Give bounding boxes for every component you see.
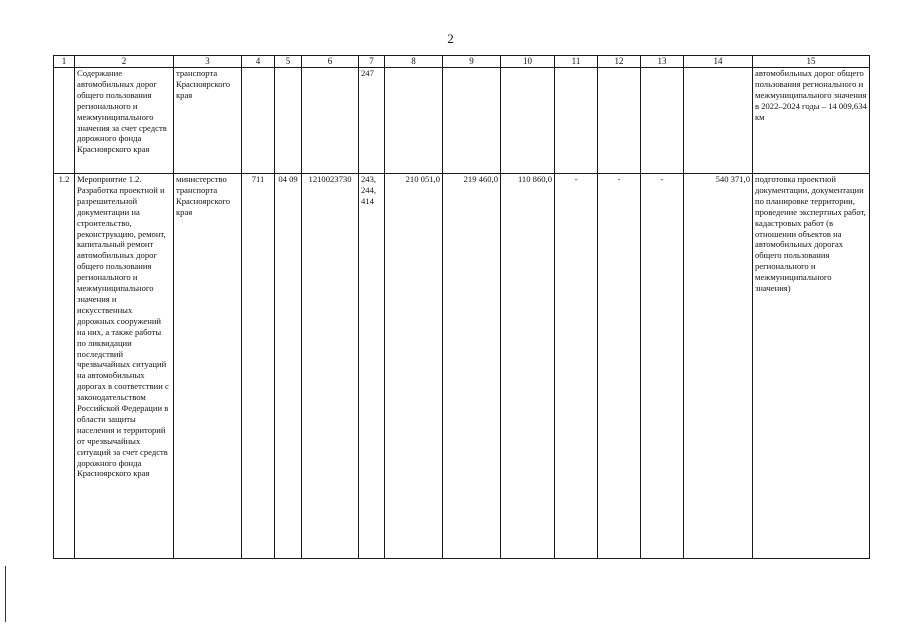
table-cell bbox=[555, 68, 598, 174]
row-number-cell: 1.2 bbox=[54, 174, 75, 559]
column-header: 8 bbox=[385, 56, 443, 68]
column-header: 3 bbox=[174, 56, 242, 68]
table-cell: 219 460,0 bbox=[443, 174, 501, 559]
page-number: 2 bbox=[447, 31, 454, 46]
table-cell bbox=[641, 68, 684, 174]
measure-description-cell: Содержание автомобильных дорог общего пользования регионального и межмуниципального значения за счет средств дорожного фонда Красноярского края bbox=[75, 68, 174, 174]
result-cell: автомобильных дорог общего пользования регионального и межмуниципального значения в 2022–2024 годы – 14 009,634 км bbox=[753, 68, 870, 174]
table-cell: 540 371,0 bbox=[684, 174, 753, 559]
table-cell: - bbox=[641, 174, 684, 559]
column-header: 15 bbox=[753, 56, 870, 68]
column-header: 7 bbox=[359, 56, 385, 68]
table-cell: 110 860,0 bbox=[501, 174, 555, 559]
table-cell bbox=[501, 68, 555, 174]
column-header: 14 bbox=[684, 56, 753, 68]
table-cell: 243, 244, 414 bbox=[359, 174, 385, 559]
column-header: 9 bbox=[443, 56, 501, 68]
table-cell bbox=[684, 68, 753, 174]
table-cell: 210 051,0 bbox=[385, 174, 443, 559]
column-header: 6 bbox=[302, 56, 359, 68]
column-header: 4 bbox=[242, 56, 275, 68]
table-cell bbox=[385, 68, 443, 174]
column-number-row bbox=[54, 56, 870, 68]
table-cell: 1210023730 bbox=[302, 174, 359, 559]
column-header: 11 bbox=[555, 56, 598, 68]
table-cell: 711 bbox=[242, 174, 275, 559]
scan-margin-line bbox=[5, 566, 6, 622]
table-cell: 247 bbox=[359, 68, 385, 174]
table-cell bbox=[275, 68, 302, 174]
result-cell: подготовка проектной документации, документации по планировке территории, проведение экспертных работ, кадастровых работ (в отношении объектов на автомобильных дорогах общего пользования регионального и межмуниципального значения) bbox=[753, 174, 870, 559]
table-cell: - bbox=[598, 174, 641, 559]
measure-description-cell: Мероприятие 1.2. Разработка проектной и разрешительной документации на строительство, реконструкцию, ремонт, капитальный ремонт автомобильных дорог общего пользования регионального и межмуниципального значения и искусственных дорожных сооружений на них, а также работы по ликвидации последствий чрезвычайных ситуаций на автомобильных дорогах в соответствии с законодательством Российской Федерации в области защиты населения и территорий от чрезвычайных ситуаций за счет средств дорожного фонда Красноярского края bbox=[75, 174, 174, 559]
table-row bbox=[54, 68, 870, 174]
column-header: 10 bbox=[501, 56, 555, 68]
column-header: 12 bbox=[598, 56, 641, 68]
column-header: 13 bbox=[641, 56, 684, 68]
table-cell bbox=[54, 68, 75, 174]
table-cell bbox=[302, 68, 359, 174]
table-cell: - bbox=[555, 174, 598, 559]
column-header: 1 bbox=[54, 56, 75, 68]
column-header: 2 bbox=[75, 56, 174, 68]
executor-cell: министерство транспорта Красноярского края bbox=[174, 174, 242, 559]
measures-table bbox=[53, 55, 870, 559]
table-row bbox=[54, 174, 870, 559]
table-cell bbox=[598, 68, 641, 174]
executor-cell: транспорта Красноярского края bbox=[174, 68, 242, 174]
column-header: 5 bbox=[275, 56, 302, 68]
table-cell bbox=[443, 68, 501, 174]
table-cell bbox=[242, 68, 275, 174]
table-cell: 04 09 bbox=[275, 174, 302, 559]
